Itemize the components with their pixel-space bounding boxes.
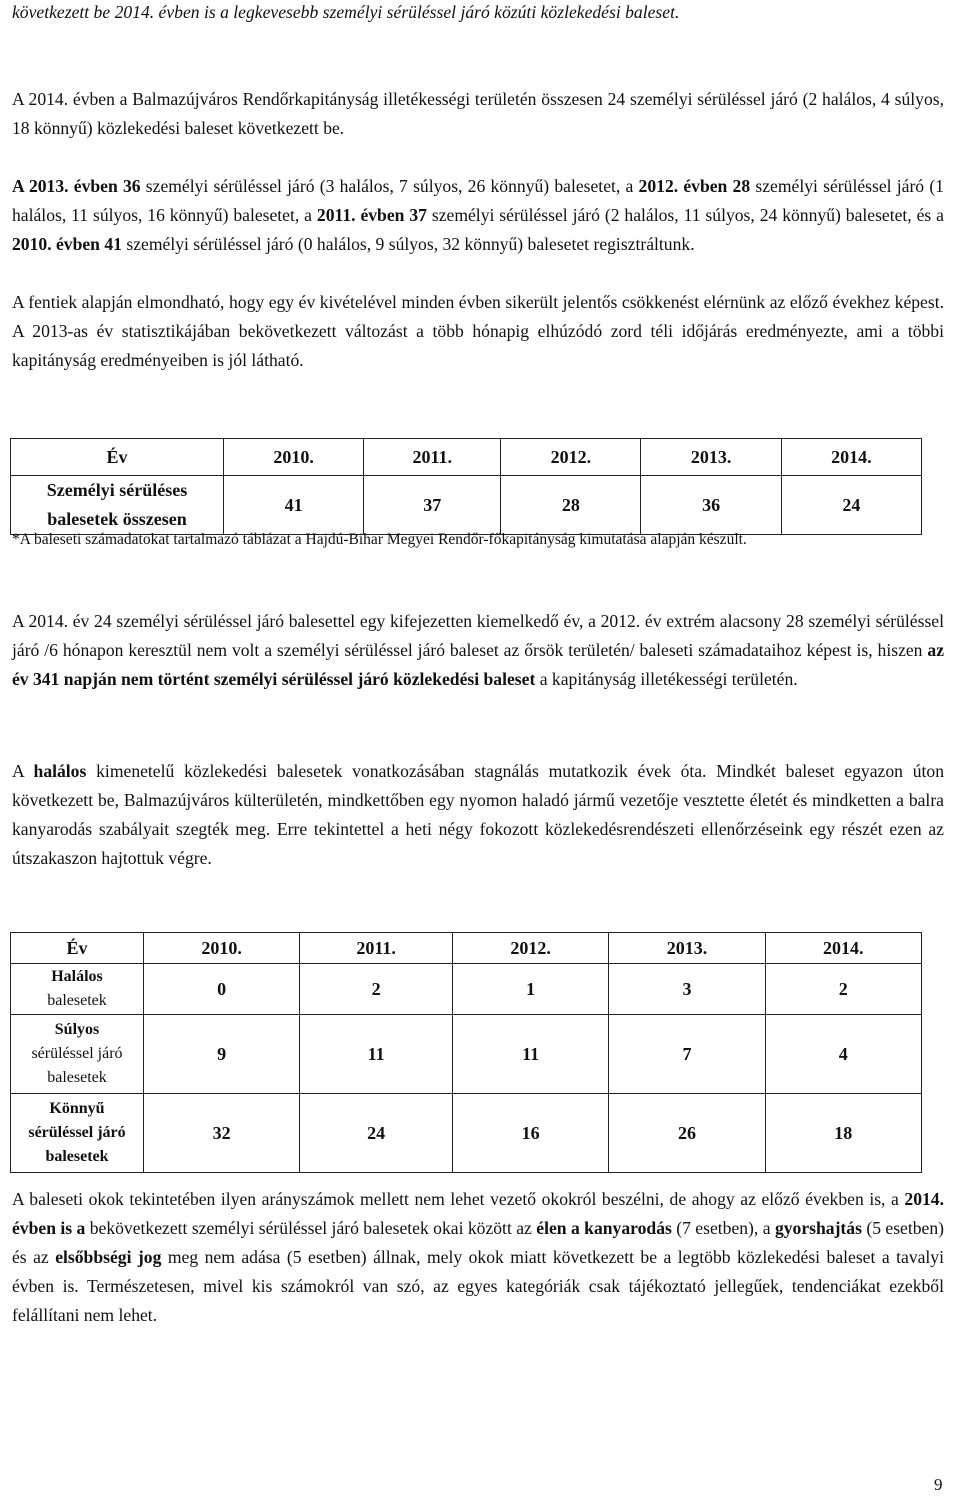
value-cell: 28 <box>501 476 641 535</box>
year-2011-detail: személyi sérüléssel járó (2 halálos, 11 súlyos, 24 könnyű) balesetet, és a <box>426 205 944 225</box>
value-cell: 18 <box>765 1094 921 1173</box>
row-label-line: sérüléssel járó <box>28 1124 126 1141</box>
value-cell: 16 <box>452 1094 608 1173</box>
paragraph-intro: következett be 2014. évben is a legkevesebb személyi sérüléssel járó közúti közlekedési baleset. <box>12 2 680 22</box>
causes-text: bekövetkezett személyi sérüléssel járó balesetek okai között az <box>85 1218 537 1238</box>
value-cell: 36 <box>641 476 781 535</box>
value-cell: 1 <box>452 964 608 1015</box>
year-2010-text: 2010. évben 41 <box>12 234 122 254</box>
paragraph-2014-summary: A 2014. évben a Balmazújváros Rendőrkapitányság illetékességi területén összesen 24 személyi sérüléssel járó (2 halálos, 4 súlyos, 18 könnyű) közlekedési baleset következett be. <box>12 89 944 138</box>
header-cell: 2014. <box>781 439 921 476</box>
table-total-accidents <box>10 438 922 535</box>
value-cell: 37 <box>364 476 501 535</box>
row-label <box>11 1094 144 1173</box>
value-cell: 32 <box>144 1094 300 1173</box>
header-cell: 2010. <box>224 439 364 476</box>
value-cell: 11 <box>452 1015 608 1094</box>
paragraph-yearly-counts <box>12 172 944 259</box>
page-number: 9 <box>934 1475 943 1494</box>
value-cell: 26 <box>609 1094 765 1173</box>
value-cell: 41 <box>224 476 364 535</box>
table-header-row <box>11 439 922 476</box>
value-cell: 0 <box>144 964 300 1015</box>
table-row <box>11 964 922 1015</box>
row-label-bold: Súlyos <box>54 1021 100 1038</box>
value-cell: 24 <box>300 1094 453 1173</box>
paragraph-2014-highlight <box>12 607 944 694</box>
row-label <box>11 964 144 1015</box>
highlight-text-a: A 2014. év 24 személyi sérüléssel járó balesettel egy kifejezetten kiemelkedő év, a 2012. év extrém alacsony 28 személyi sérüléssel járó /6 hónapon keresztül nem volt a személyi sérüléssel járó baleset az őrsök területén/ baleseti számadataihoz képest is, hiszen <box>12 611 944 660</box>
header-cell: 2013. <box>641 439 781 476</box>
fatal-text-a: A <box>12 761 34 781</box>
year-2011-text: 2011. évben 37 <box>316 205 427 225</box>
highlight-text-bold: az év 341 napján nem történt személyi sérüléssel járó közlekedési baleset <box>12 640 944 689</box>
year-2012-detail: személyi sérüléssel járó (1 halálos, 11 súlyos, 16 könnyű) balesetet, a <box>12 176 944 225</box>
causes-text: (7 esetben), a <box>671 1218 775 1238</box>
table-row <box>11 1015 922 1094</box>
year-2012-text: 2012. évben 28 <box>638 176 751 196</box>
fatal-text-bold: halálos <box>33 761 87 781</box>
table-header-row <box>11 933 922 964</box>
causes-text-bold: élen a kanyarodás <box>536 1218 672 1238</box>
row-label-line: sérüléssel járó <box>31 1045 123 1062</box>
row-label-line: balesetek <box>47 992 107 1009</box>
value-cell: 24 <box>781 476 921 535</box>
table-row <box>11 1094 922 1173</box>
paragraph-accident-causes <box>12 1185 944 1330</box>
causes-text-bold: elsőbbségi jog <box>55 1247 162 1267</box>
year-2010-detail: személyi sérüléssel járó (0 halálos, 9 súlyos, 32 könnyű) balesetet regisztráltunk. <box>121 234 695 254</box>
fatal-text-b: kimenetelű közlekedési balesetek vonatkozásában stagnálás mutatkozik évek óta. Mindkét baleset egyazon úton következett be, Balmazújváros külterületén, mindkettőben egy nyomon haladó jármű vezetője vesztette életét és mindketten a balra kanyarodás szabályait szegték meg. Erre tekintettel a heti négy fokozott közlekedésrendészeti ellenőrzéseink egy részét ezen az útszakaszon hajtottuk végre. <box>12 761 944 868</box>
header-cell: 2013. <box>609 933 765 964</box>
value-cell: 7 <box>609 1015 765 1094</box>
header-cell: 2011. <box>300 933 453 964</box>
causes-text: meg nem adása (5 esetben) állnak, mely okok miatt következett be a legtöbb közlekedési baleset a tavalyi évben is. Természetesen, mivel kis számokról van szó, az egyes kategóriák csak tájékoztató jellegűek, tendenciákat ezekből felállítani nem lehet. <box>12 1247 944 1325</box>
header-cell: Év <box>11 933 144 964</box>
header-cell: 2012. <box>501 439 641 476</box>
value-cell: 3 <box>609 964 765 1015</box>
value-cell: 4 <box>765 1015 921 1094</box>
paragraph-fatal-accidents <box>12 757 944 873</box>
value-cell: 2 <box>300 964 453 1015</box>
row-label <box>11 1015 144 1094</box>
row-label: Személyi sérüléses balesetek összesen <box>11 476 224 535</box>
value-cell: 9 <box>144 1015 300 1094</box>
paragraph-analysis: A fentiek alapján elmondható, hogy egy év kivételével minden évben sikerült jelentős csökkenést elérnünk az előző évekhez képest. A 2013-as év statisztikájában bekövetkezett változást a több hónapig elhúzódó zord téli időjárás eredményezte, ami a többi kapitányság eredményeiben is jól látható. <box>12 292 944 370</box>
year-2013-detail: személyi sérüléssel járó (3 halálos, 7 súlyos, 26 könnyű) balesetet, a <box>140 176 639 196</box>
row-label-bold: Halálos <box>51 968 103 985</box>
row-label-line: balesetek <box>47 1069 107 1086</box>
table-source-note: *A baleseti számadatokat tartalmazó táblázat a Hajdú-Bihar Megyei Rendőr-főkapitányság kimutatása alapján készült. <box>12 531 747 548</box>
value-cell: 2 <box>765 964 921 1015</box>
causes-text-bold: 2014. évben is a <box>12 1189 944 1238</box>
header-cell: 2010. <box>144 933 300 964</box>
causes-text: (5 esetben) és az <box>12 1218 945 1267</box>
year-2013-text: A 2013. évben 36 <box>12 176 141 196</box>
highlight-text-b: a kapitányság illetékességi területén. <box>535 669 798 689</box>
table-accidents-by-severity <box>10 932 922 1173</box>
header-cell: 2012. <box>452 933 608 964</box>
causes-text-bold: gyorshajtás <box>774 1218 862 1238</box>
header-cell: 2011. <box>364 439 501 476</box>
causes-text: A baleseti okok tekintetében ilyen arányszámok mellett nem lehet vezető okokról beszélni, de ahogy az előző években is, a <box>12 1189 905 1209</box>
row-label-line: balesetek <box>45 1148 109 1165</box>
header-cell: Év <box>11 439 224 476</box>
value-cell: 11 <box>300 1015 453 1094</box>
row-label-bold: Könnyű <box>49 1100 105 1117</box>
header-cell: 2014. <box>765 933 921 964</box>
